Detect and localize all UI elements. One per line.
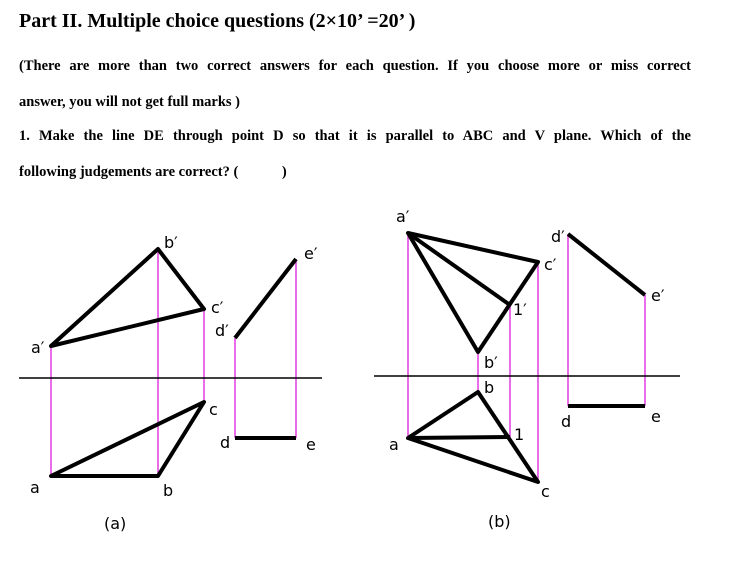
label-e-b: e (651, 407, 661, 426)
label-d-b: d (561, 412, 572, 431)
label-1-b: 1 (514, 425, 525, 444)
triangle-front-view-b (408, 233, 538, 352)
question-line-1: 1. Make the line DE through point D so that it is parallel to ABC and V plane. Which of the (19, 128, 691, 144)
caption-b: (b) (488, 512, 511, 531)
label-b-prime: b′ (164, 233, 178, 252)
label-b-b: b (484, 378, 495, 397)
figure-a-projectors (51, 249, 296, 476)
triangle-top-view-a (51, 402, 204, 476)
line-de-front-b (568, 234, 645, 295)
label-c-b: c (541, 482, 550, 501)
question-line-2: following judgements are correct? ( ) (19, 164, 287, 180)
caption-a: (a) (104, 514, 127, 533)
label-a: a (30, 478, 40, 497)
label-b-prime-b: b′ (484, 353, 498, 372)
label-d-prime: d′ (215, 321, 229, 340)
label-d: d (220, 433, 231, 452)
label-a-prime: a′ (31, 338, 45, 357)
instructions-line-1: (There are more than two correct answers for each question. If you choose more or miss correct (19, 58, 691, 74)
label-c-prime-b: c′ (544, 255, 557, 274)
triangle-front-view-a (51, 249, 204, 346)
label-c-prime: c′ (211, 298, 224, 317)
label-b: b (163, 481, 174, 500)
section-heading: Part II. Multiple choice questions (2×10’ =20’ ) (19, 10, 416, 32)
line-de-front-a (235, 259, 296, 338)
figure-b (374, 207, 680, 531)
figure-a (19, 233, 322, 533)
label-c: c (209, 400, 218, 419)
label-e-prime-b: e′ (651, 286, 665, 305)
label-d-prime-b: d′ (551, 227, 565, 246)
label-e-prime: e′ (304, 244, 318, 263)
label-a-b: a (389, 435, 399, 454)
label-1-prime-b: 1′ (513, 300, 527, 319)
label-e: e (306, 435, 316, 454)
figure-b-projectors (408, 233, 645, 482)
instructions-line-2: answer, you will not get full marks ) (19, 94, 240, 110)
line-a1-top-b (408, 437, 510, 438)
label-a-prime-b: a′ (396, 207, 410, 226)
